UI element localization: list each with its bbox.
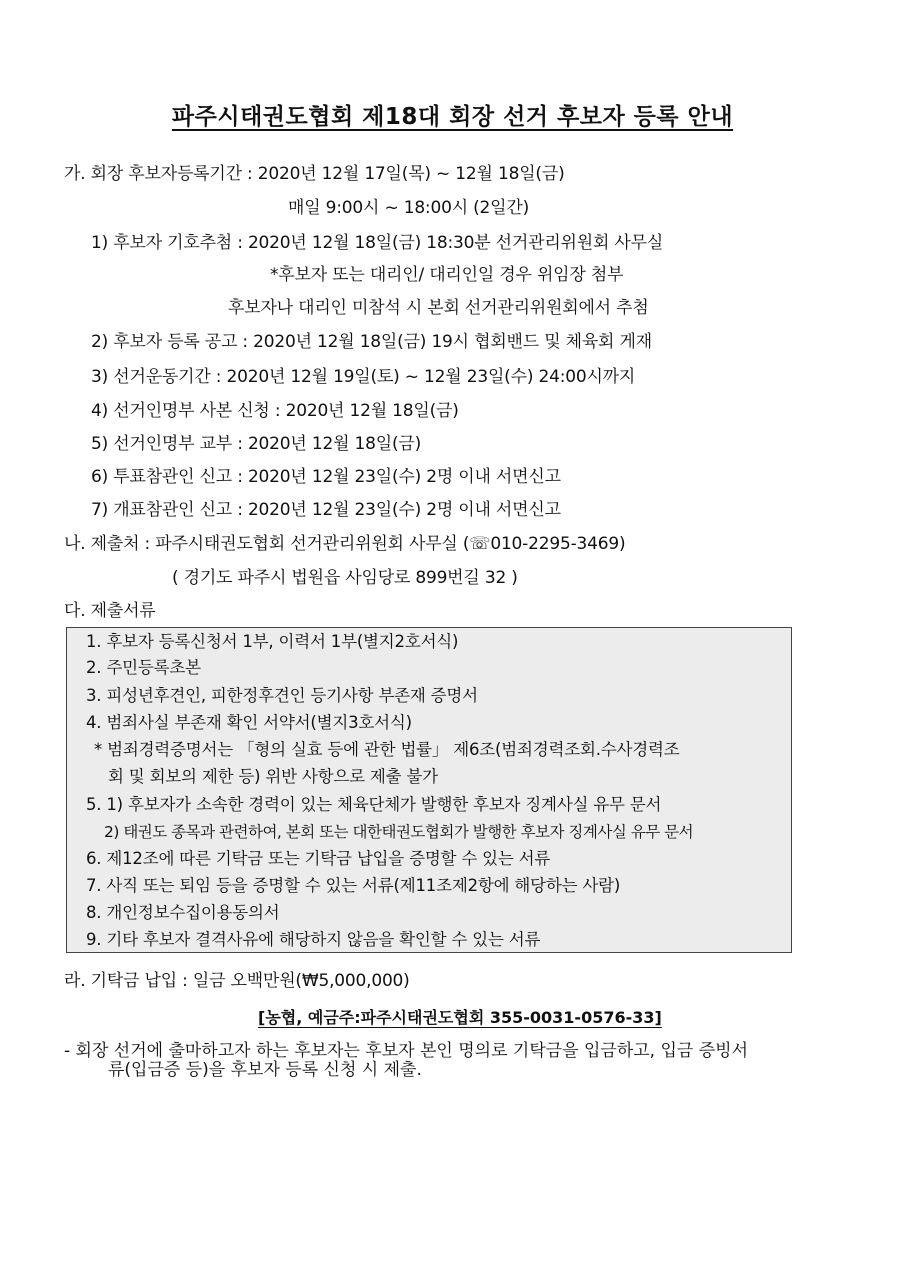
submission-address: ( 경기도 파주시 법원읍 사임당로 899번길 32 ) xyxy=(172,568,518,588)
schedule-item-2: 2) 후보자 등록 공고 : 2020년 12월 18일(금) 19시 협회밴드 및 체육회 게재 xyxy=(91,332,652,352)
page-title: 파주시태권도협회 제18대 회장 선거 후보자 등록 안내 xyxy=(171,104,734,130)
deposit-note-line-2: 류(입금증 등)을 후보자 등록 신청 시 제출. xyxy=(108,1060,422,1080)
schedule-item-6: 6) 투표참관인 신고 : 2020년 12월 23일(수) 2명 이내 서면신고 xyxy=(91,467,561,487)
schedule-item-7: 7) 개표참관인 신고 : 2020년 12월 23일(수) 2명 이내 서면신고 xyxy=(91,500,561,520)
document-item-9: 9. 기타 후보자 결격사유에 해당하지 않음을 확인할 수 있는 서류 xyxy=(86,930,541,949)
registration-hours: 매일 9:00시 ~ 18:00시 (2일간) xyxy=(288,198,530,218)
schedule-note-1: *후보자 또는 대리인/ 대리인일 경우 위임장 첨부 xyxy=(270,265,624,285)
schedule-item-5: 5) 선거인명부 교부 : 2020년 12월 18일(금) xyxy=(91,434,422,454)
document-item-1: 1. 후보자 등록신청서 1부, 이력서 1부(별지2호서식) xyxy=(86,632,459,651)
document-item-6: 6. 제12조에 따른 기탁금 또는 기탁금 납입을 증명할 수 있는 서류 xyxy=(86,849,551,868)
document-item-7: 7. 사직 또는 퇴임 등을 증명할 수 있는 서류(제11조제2항에 해당하는 사람) xyxy=(86,876,621,895)
document-item-8: 8. 개인정보수집이용동의서 xyxy=(86,903,280,922)
document-item-4: 4. 범죄사실 부존재 확인 서약서(별지3호서식) xyxy=(86,713,412,732)
documents-box xyxy=(66,627,792,953)
submission-office: 나. 제출처 : 파주시태권도협회 선거관리위원회 사무실 (☏010-2295-3469) xyxy=(64,534,626,554)
document-item-2: 2. 주민등록초본 xyxy=(86,658,201,677)
document-item-3: 3. 피성년후견인, 피한정후견인 등기사항 부존재 증명서 xyxy=(86,686,478,705)
schedule-note-2: 후보자나 대리인 미참석 시 본회 선거관리위원회에서 추첨 xyxy=(228,298,649,318)
bank-account: [농협, 예금주:파주시태권도협회 355-0031-0576-33] xyxy=(258,1008,662,1027)
document-note-line-2: 회 및 회보의 제한 등) 위반 사항으로 제출 불가 xyxy=(108,767,438,786)
deposit-note-line-1: - 회장 선거에 출마하고자 하는 후보자는 후보자 본인 명의로 기탁금을 입금하고, 입금 증빙서 xyxy=(64,1041,748,1061)
document-item-5-1: 5. 1) 후보자가 소속한 경력이 있는 체육단체가 발행한 후보자 징계사실 유무 문서 xyxy=(86,795,662,814)
deposit-amount: 라. 기탁금 납입 : 일금 오백만원(₩5,000,000) xyxy=(64,971,410,991)
schedule-item-4: 4) 선거인명부 사본 신청 : 2020년 12월 18일(금) xyxy=(91,401,459,421)
document-note-line-1: * 범죄경력증명서는 「형의 실효 등에 관한 법률」 제6조(범죄경력조회.수사경력조 xyxy=(94,740,680,759)
document-item-5-2: 2) 태권도 종목과 관련하여, 본회 또는 대한태권도협회가 발행한 후보자 징계사실 유무 문서 xyxy=(104,823,694,841)
registration-period: 가. 회장 후보자등록기간 : 2020년 12월 17일(목) ~ 12월 18일(금) xyxy=(64,164,565,184)
schedule-item-3: 3) 선거운동기간 : 2020년 12월 19일(토) ~ 12월 23일(수) 24:00시까지 xyxy=(91,367,636,387)
documents-heading: 다. 제출서류 xyxy=(64,601,156,621)
schedule-item-1: 1) 후보자 기호추첨 : 2020년 12월 18일(금) 18:30분 선거관리위원회 사무실 xyxy=(91,233,664,253)
